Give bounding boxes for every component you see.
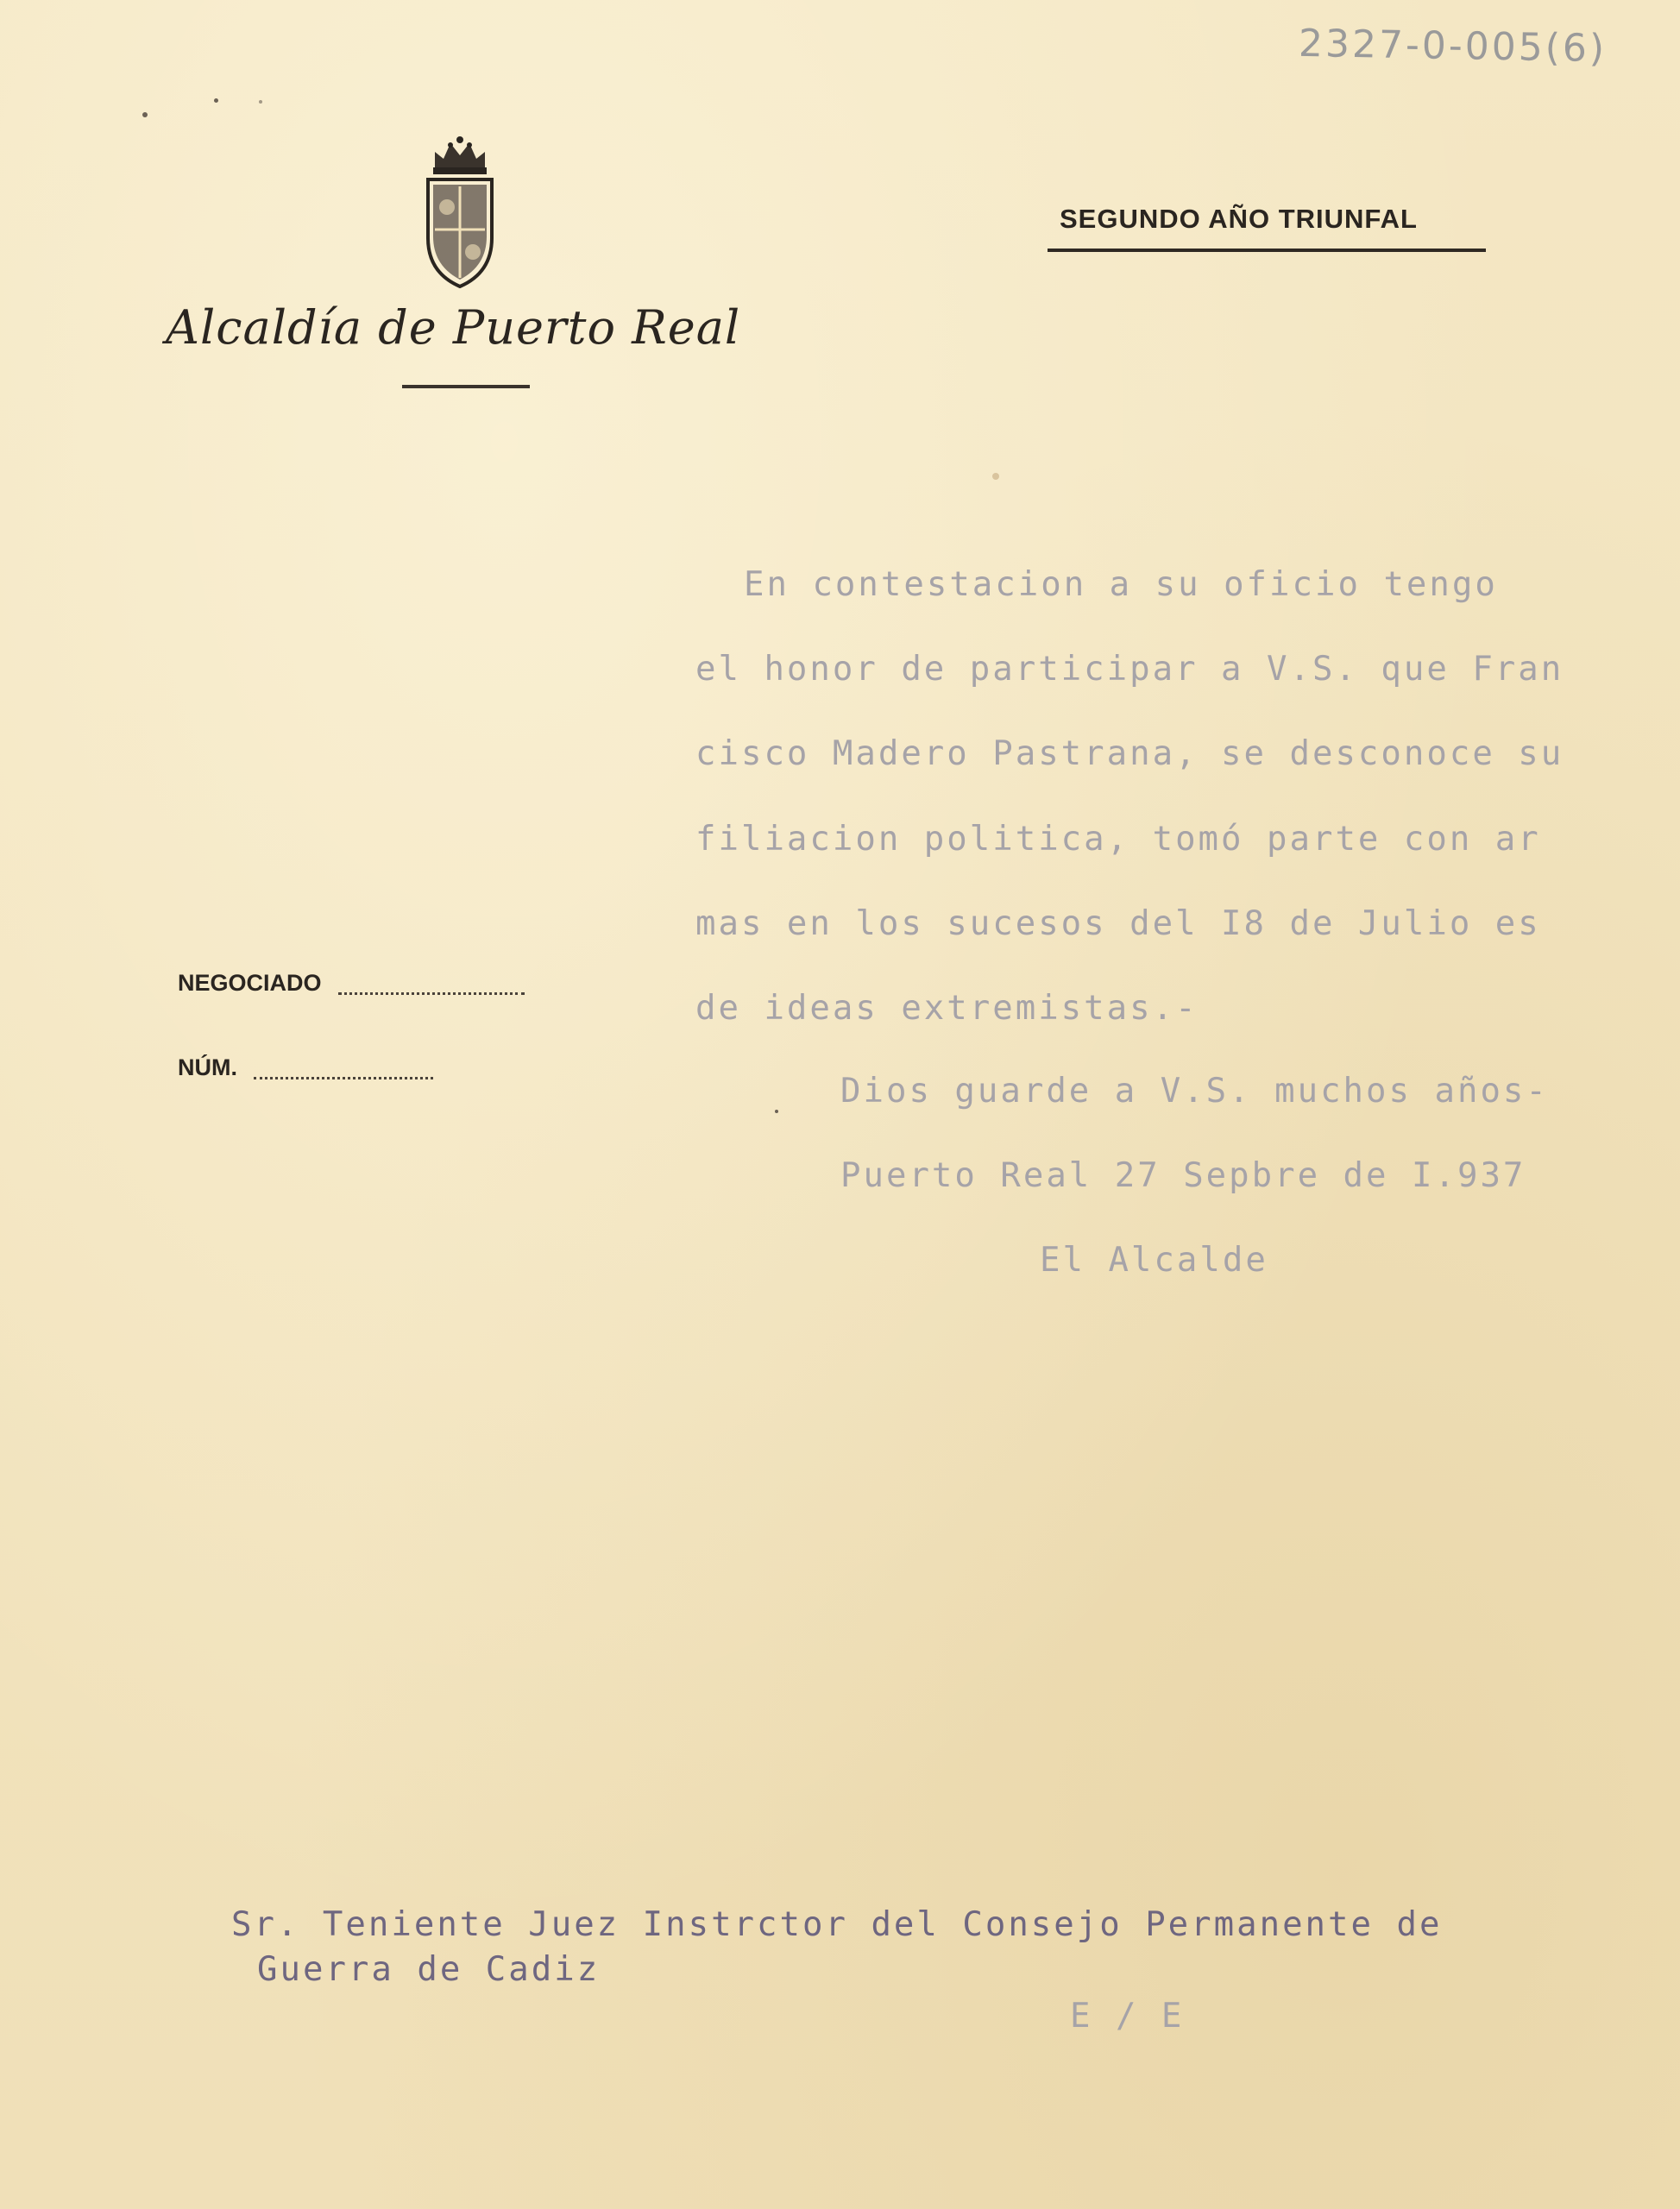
archive-reference: 2327-0-005(6) bbox=[1298, 21, 1608, 72]
body-line-5: mas en los sucesos del I8 de Julio es bbox=[695, 904, 1541, 943]
body-line-3: cisco Madero Pastrana, se desconoce su bbox=[695, 734, 1564, 773]
negociado-field bbox=[338, 992, 525, 995]
signature-title: El Alcalde bbox=[1040, 1241, 1268, 1280]
addressee-line-2: Guerra de Cadiz bbox=[257, 1950, 601, 1989]
municipality-name: Alcaldía de Puerto Real bbox=[166, 300, 741, 355]
paper-speck bbox=[214, 98, 218, 103]
date-line: Puerto Real 27 Sepbre de I.937 bbox=[840, 1156, 1526, 1195]
coat-of-arms-icon bbox=[419, 135, 500, 290]
body-line-6: de ideas extremistas.- bbox=[695, 989, 1199, 1028]
municipality-underline bbox=[402, 385, 530, 388]
addressee-line-1: Sr. Teniente Juez Instrctor del Consejo Permanente de bbox=[231, 1905, 1443, 1944]
body-line-2: el honor de participar a V.S. que Fran bbox=[695, 650, 1564, 689]
num-label: NÚM. bbox=[178, 1054, 237, 1080]
paper-speck bbox=[142, 112, 148, 117]
body-line-4: filiacion politica, tomó parte con ar bbox=[695, 820, 1541, 859]
negociado-label: NEGOCIADO bbox=[178, 970, 322, 996]
paper-speck bbox=[992, 473, 999, 480]
year-heading: SEGUNDO AÑO TRIUNFAL bbox=[1060, 204, 1418, 234]
closing-formula: Dios guarde a V.S. muchos años- bbox=[840, 1072, 1549, 1111]
footer-initials: E / E bbox=[1070, 1997, 1185, 2036]
body-line-1: En contestacion a su oficio tengo bbox=[744, 565, 1498, 604]
year-heading-underline bbox=[1048, 249, 1486, 252]
num-field bbox=[254, 1077, 433, 1079]
paper-speck bbox=[775, 1110, 778, 1113]
paper-speck bbox=[259, 100, 262, 104]
